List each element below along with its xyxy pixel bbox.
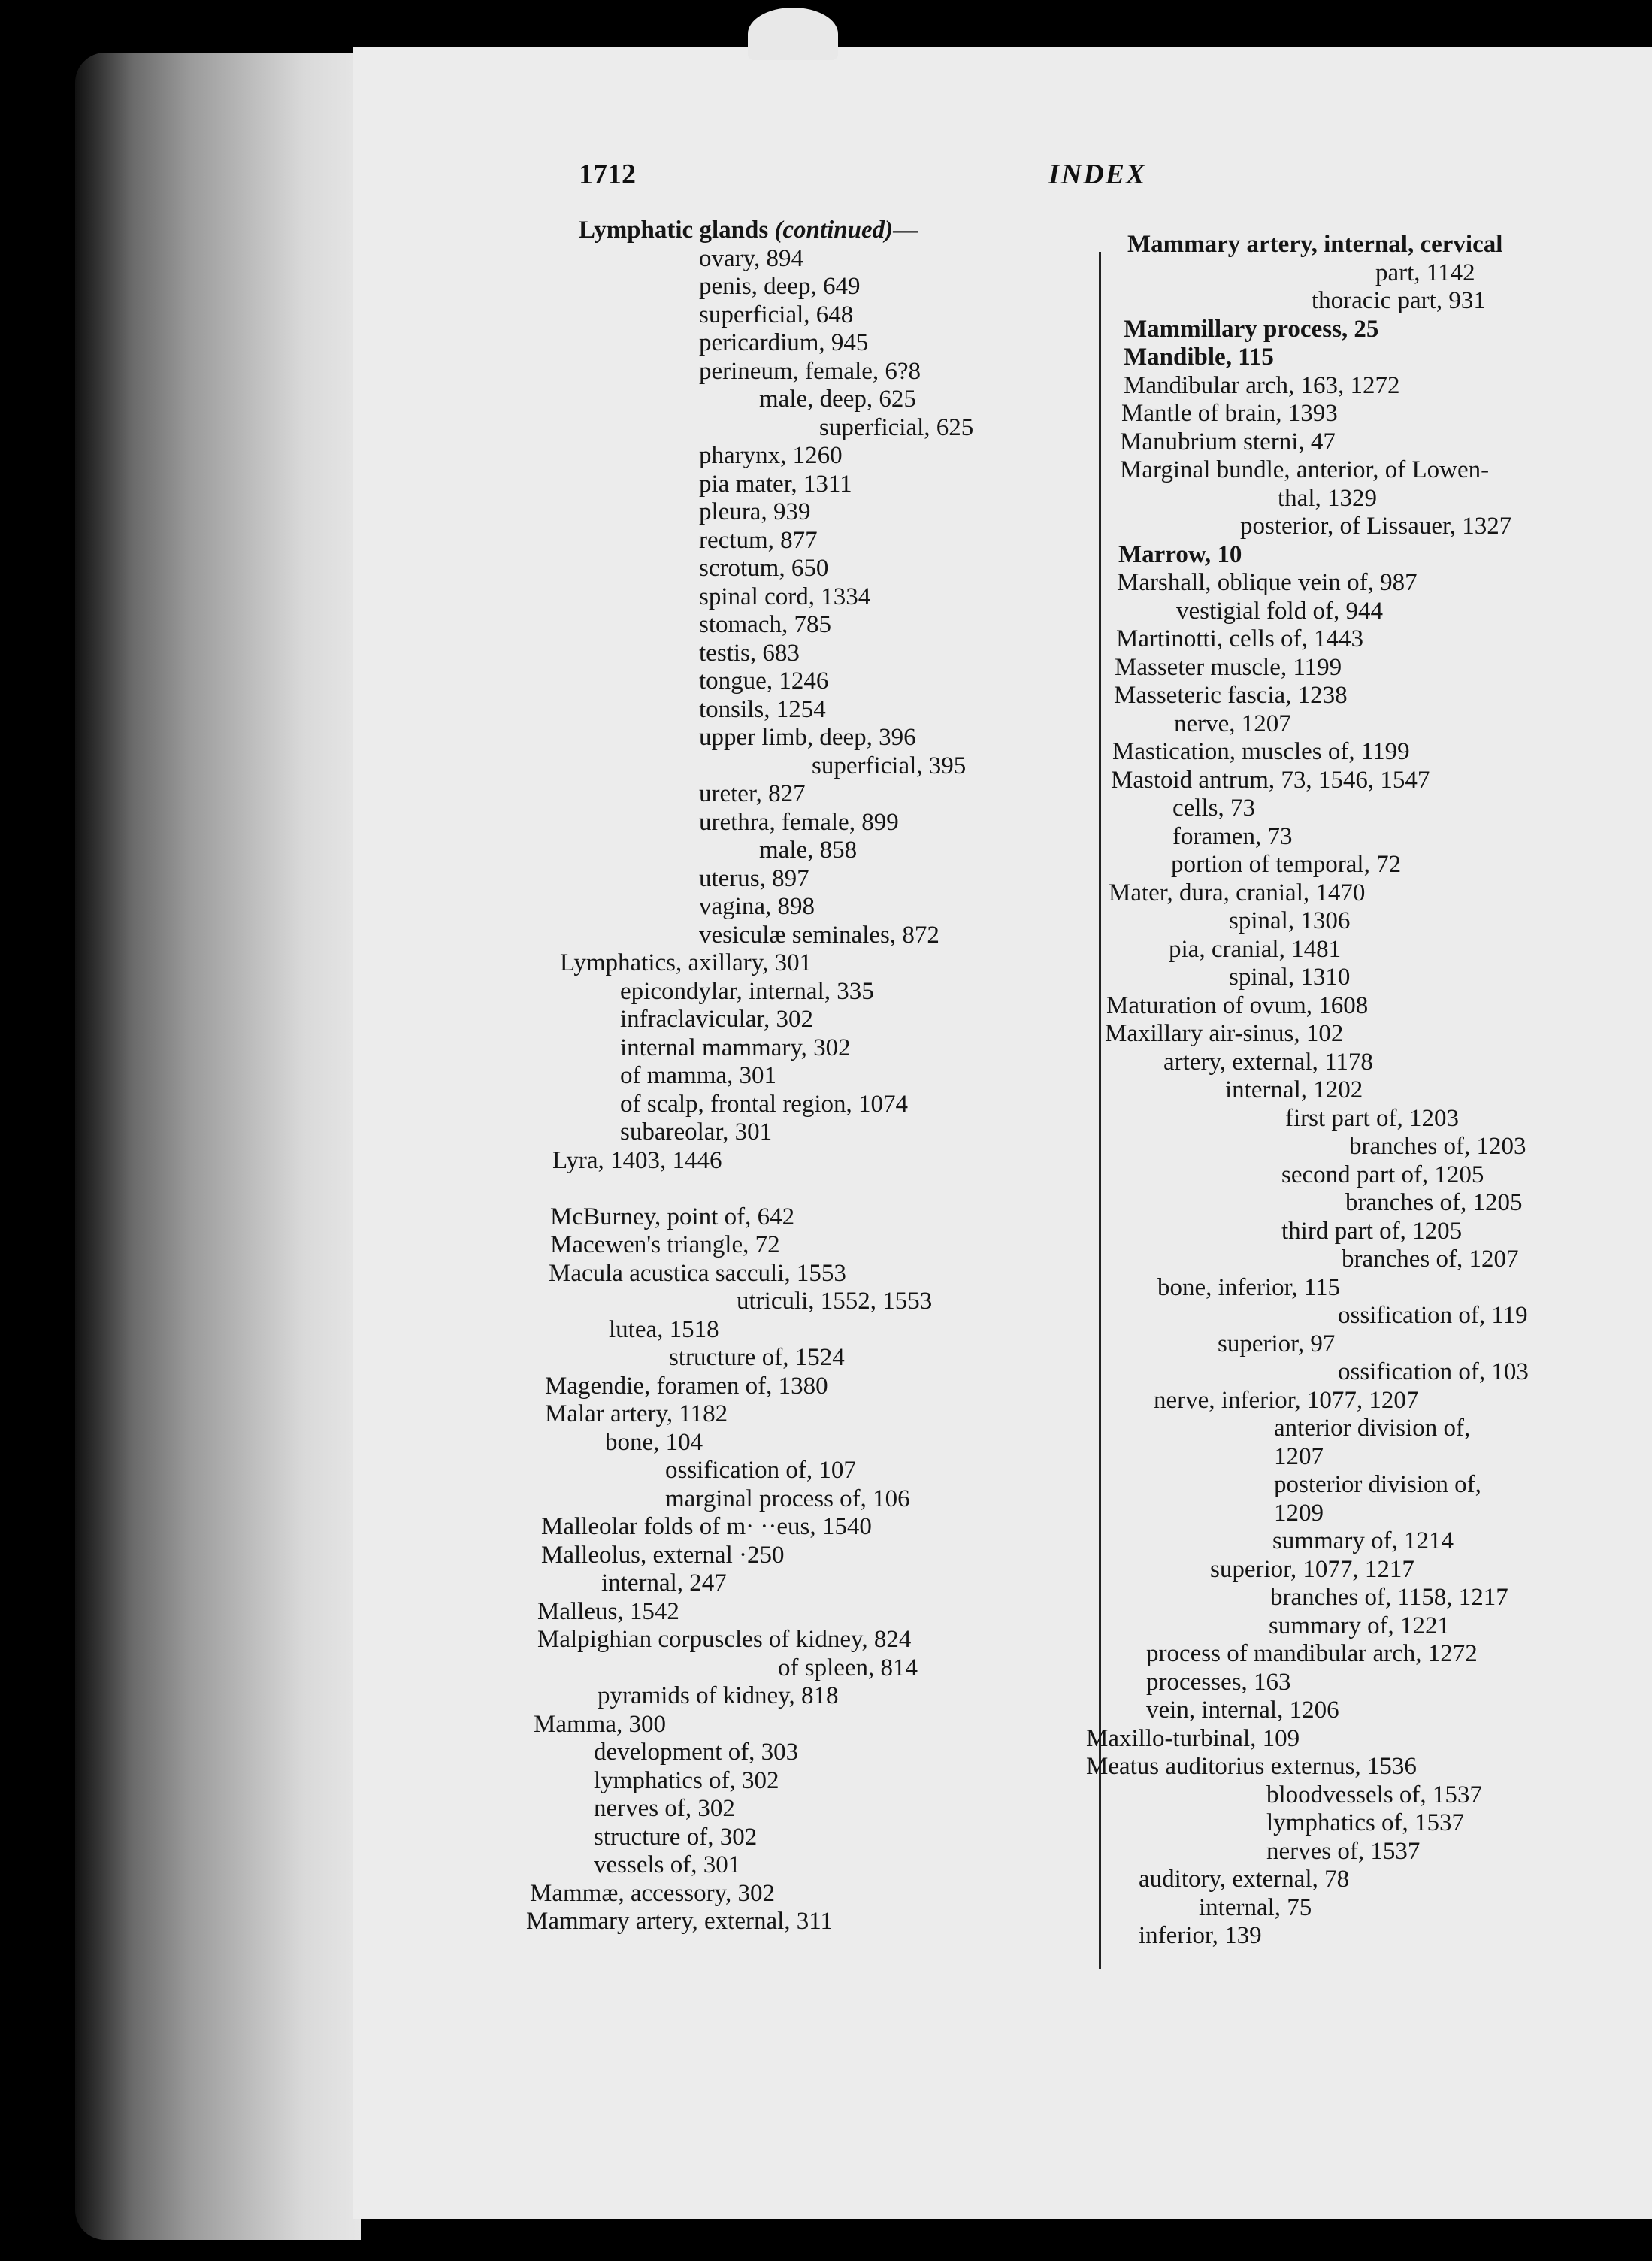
entry-text: Mantle of brain, 1393 <box>1121 400 1338 427</box>
entry-text: thal, 1329 <box>1278 484 1377 512</box>
index-entry <box>1075 456 1646 485</box>
index-column-left <box>526 216 1082 1936</box>
entry-text: nerves of, 1537 <box>1266 1837 1421 1865</box>
entry-text: pleura, 939 <box>699 498 811 525</box>
index-entry <box>526 1569 1082 1598</box>
entry-text: 1209 <box>1274 1499 1324 1527</box>
entry-text: marginal process of, 106 <box>665 1485 910 1512</box>
index-entry <box>1075 287 1646 316</box>
entry-dash: — <box>893 216 918 244</box>
entry-text: nerve, 1207 <box>1174 710 1291 737</box>
index-entry <box>526 1513 1082 1542</box>
entry-text: first part of, 1203 <box>1285 1104 1459 1132</box>
index-entry <box>1075 1640 1646 1669</box>
index-entry <box>1075 1584 1646 1612</box>
index-entry <box>1075 1302 1646 1330</box>
index-entry <box>526 583 1082 612</box>
entry-text: pyramids of kidney, 818 <box>598 1682 839 1709</box>
index-entry <box>526 1682 1082 1711</box>
entry-text: vestigial fold of, 944 <box>1176 597 1383 625</box>
entry-text: urethra, female, 899 <box>699 808 899 836</box>
index-entry <box>1075 1612 1646 1641</box>
index-entry <box>526 301 1082 330</box>
index-entry <box>526 273 1082 301</box>
entry-text: vagina, 898 <box>699 893 815 920</box>
entry-text: Mandible, 115 <box>1124 344 1274 371</box>
entry-text: epicondylar, internal, 335 <box>620 977 874 1005</box>
entry-text: process of mandibular arch, 1272 <box>1146 1640 1478 1667</box>
entry-text: processes, 163 <box>1146 1668 1291 1696</box>
index-entry <box>526 949 1082 978</box>
entry-text: Mamma, 300 <box>534 1710 666 1738</box>
entry-text: McBurney, point of, 642 <box>550 1203 795 1230</box>
index-entry <box>526 780 1082 809</box>
entry-text: ossification of, 103 <box>1338 1358 1529 1385</box>
entry-text: spinal, 1306 <box>1229 907 1351 934</box>
entry-text: pericardium, 945 <box>699 329 869 356</box>
index-entry <box>526 696 1082 725</box>
index-entry <box>1075 1133 1646 1161</box>
index-entry <box>526 1373 1082 1401</box>
index-entry <box>1075 1527 1646 1556</box>
index-entry <box>526 1739 1082 1767</box>
index-entry <box>1075 231 1646 259</box>
index-entry <box>526 978 1082 1006</box>
index-entry <box>526 216 1082 245</box>
entry-text: Marrow, 10 <box>1118 540 1242 568</box>
entry-text: thoracic part, 931 <box>1312 287 1486 314</box>
index-entry <box>526 1880 1082 1908</box>
entry-text: superficial, 648 <box>699 301 854 328</box>
entry-text: Lymphatics, axillary, 301 <box>560 949 812 976</box>
entry-text: superior, 97 <box>1218 1330 1336 1358</box>
entry-text: internal, 75 <box>1199 1893 1312 1921</box>
index-entry <box>526 1203 1082 1232</box>
index-entry <box>526 724 1082 752</box>
entry-text: vesiculæ seminales, 872 <box>699 921 939 949</box>
entry-text: tonsils, 1254 <box>699 695 826 723</box>
entry-text: Mammillary process, 25 <box>1124 315 1379 343</box>
index-entry <box>1075 907 1646 936</box>
index-entry <box>1075 710 1646 739</box>
entry-text: upper limb, deep, 396 <box>699 724 916 751</box>
index-entry <box>1075 569 1646 598</box>
entry-text: inferior, 139 <box>1139 1922 1262 1949</box>
index-entry <box>526 922 1082 950</box>
index-entry <box>1075 316 1646 344</box>
index-entry <box>1075 1387 1646 1415</box>
index-entry <box>1075 1781 1646 1810</box>
entry-text: vein, internal, 1206 <box>1146 1697 1339 1724</box>
index-entry <box>526 1598 1082 1627</box>
index-entry <box>1075 1838 1646 1866</box>
entry-text: Mammary artery, internal, cervical <box>1127 231 1503 258</box>
entry-text: stomach, 785 <box>699 611 831 638</box>
entry-text: Meatus auditorius externus, 1536 <box>1086 1753 1417 1780</box>
entry-text: ossification of, 107 <box>665 1457 856 1484</box>
entry-text: superior, 1077, 1217 <box>1210 1555 1414 1583</box>
index-entry <box>1075 1500 1646 1528</box>
index-entry <box>526 1767 1082 1796</box>
index-entry <box>1075 1020 1646 1049</box>
entry-text: Magendie, foramen of, 1380 <box>545 1372 828 1400</box>
index-entry <box>526 1316 1082 1345</box>
entry-text: nerves of, 302 <box>594 1795 735 1822</box>
entry-text: second part of, 1205 <box>1281 1161 1484 1188</box>
entry-text: Maxillary air-sinus, 102 <box>1105 1020 1344 1047</box>
page-title: INDEX <box>1048 159 1147 190</box>
entry-text: penis, deep, 649 <box>699 273 861 300</box>
entry-text: internal, 247 <box>601 1569 727 1597</box>
index-entry <box>1075 1809 1646 1838</box>
entry-text: development of, 303 <box>594 1739 799 1766</box>
entry-text: ovary, 894 <box>699 244 803 272</box>
page-tab <box>748 8 838 60</box>
entry-text: Macewen's triangle, 72 <box>550 1231 780 1258</box>
entry-text: Malleolar folds of m· ··eus, 1540 <box>541 1513 872 1540</box>
index-entry <box>526 245 1082 274</box>
entry-text: of spleen, 814 <box>778 1654 918 1681</box>
entry-text: branches of, 1158, 1217 <box>1270 1584 1508 1611</box>
book-edge <box>75 53 361 2240</box>
index-entry <box>526 667 1082 696</box>
entry-text: rectum, 877 <box>699 526 818 554</box>
index-entry <box>526 611 1082 640</box>
index-entry <box>1075 936 1646 964</box>
index-entry <box>526 1485 1082 1514</box>
index-entry <box>1075 964 1646 992</box>
entry-text: testis, 683 <box>699 639 800 667</box>
entry-text: summary of, 1221 <box>1269 1612 1451 1639</box>
entry-text: third part of, 1205 <box>1281 1217 1463 1245</box>
entry-text: 1207 <box>1274 1442 1324 1470</box>
index-entry <box>1075 992 1646 1021</box>
entry-text: Masseter muscle, 1199 <box>1115 653 1342 681</box>
index-entry <box>526 1795 1082 1824</box>
entry-text: internal mammary, 302 <box>620 1034 851 1061</box>
index-entry <box>526 1711 1082 1739</box>
index-entry <box>526 640 1082 668</box>
entry-text: Marginal bundle, anterior, of Lowen- <box>1120 456 1490 483</box>
index-entry <box>1075 400 1646 428</box>
index-entry <box>1075 654 1646 683</box>
index-entry <box>1075 738 1646 767</box>
entry-text: Macula acustica sacculi, 1553 <box>549 1259 846 1287</box>
index-entry <box>1075 1443 1646 1472</box>
entry-text: pharynx, 1260 <box>699 442 843 469</box>
entry-text: spinal cord, 1334 <box>699 583 871 610</box>
index-entry <box>526 1344 1082 1373</box>
entry-text: branches of, 1205 <box>1345 1189 1523 1216</box>
index-entry <box>1075 372 1646 401</box>
entry-text: Maturation of ovum, 1608 <box>1106 991 1369 1019</box>
index-entry <box>526 329 1082 358</box>
entry-text: infraclavicular, 302 <box>620 1006 814 1033</box>
index-entry <box>1075 1274 1646 1303</box>
index-entry <box>1075 1866 1646 1894</box>
entry-text: Mastoid antrum, 73, 1546, 1547 <box>1111 766 1430 794</box>
index-entry <box>526 386 1082 414</box>
index-entry <box>1075 1330 1646 1359</box>
entry-text: branches of, 1203 <box>1349 1133 1526 1160</box>
index-entry <box>526 865 1082 894</box>
entry-text: lymphatics of, 302 <box>594 1766 779 1794</box>
index-entry <box>1075 1189 1646 1218</box>
index-entry <box>526 1288 1082 1316</box>
index-entry <box>526 442 1082 471</box>
entry-text: perineum, female, 6?8 <box>699 357 921 385</box>
index-entry <box>1075 1161 1646 1190</box>
index-entry <box>526 752 1082 781</box>
entry-text: superficial, 395 <box>812 752 967 779</box>
entry-text: bloodvessels of, 1537 <box>1266 1781 1482 1808</box>
entry-text: pia mater, 1311 <box>699 470 852 498</box>
entry-text: Marshall, oblique vein of, 987 <box>1117 569 1418 596</box>
entry-text: part, 1142 <box>1375 259 1475 286</box>
index-entry <box>1075 1922 1646 1951</box>
index-entry <box>1075 1358 1646 1387</box>
entry-text: Malleolus, external ·250 <box>541 1541 785 1569</box>
index-entry <box>1075 1725 1646 1754</box>
index-entry <box>1075 767 1646 795</box>
entry-text: subareolar, 301 <box>620 1118 773 1146</box>
entry-text: structure of, 1524 <box>669 1344 845 1371</box>
entry-text: Mammary artery, external, 311 <box>526 1908 834 1935</box>
index-entry <box>526 837 1082 865</box>
index-entry <box>526 471 1082 499</box>
index-entry <box>526 1006 1082 1034</box>
entry-text: male, 858 <box>759 837 858 864</box>
index-entry <box>1075 851 1646 879</box>
entry-text: anterior division of, <box>1274 1415 1471 1442</box>
entry-text: summary of, 1214 <box>1272 1527 1454 1554</box>
entry-text: of scalp, frontal region, 1074 <box>620 1090 909 1118</box>
entry-text: lutea, 1518 <box>609 1315 719 1343</box>
entry-text: uterus, 897 <box>699 864 809 892</box>
index-entry <box>1075 1894 1646 1923</box>
index-entry <box>526 1062 1082 1091</box>
entry-text: utriculi, 1552, 1553 <box>737 1288 933 1315</box>
entry-text: Malar artery, 1182 <box>545 1400 728 1427</box>
index-entry <box>526 1851 1082 1880</box>
entry-text: posterior, of Lissauer, 1327 <box>1240 513 1512 540</box>
index-entry <box>526 1626 1082 1654</box>
entry-text: Mater, dura, cranial, 1470 <box>1109 879 1366 907</box>
index-entry <box>526 1091 1082 1119</box>
index-entry <box>1075 1697 1646 1725</box>
index-entry <box>1075 485 1646 513</box>
index-entry <box>526 498 1082 527</box>
entry-text: bone, 104 <box>605 1428 703 1456</box>
entry-text: posterior division of, <box>1274 1471 1481 1498</box>
index-entry <box>1075 1415 1646 1443</box>
entry-heading: Lymphatic glands <box>579 216 775 244</box>
entry-text: superficial, 625 <box>819 413 974 441</box>
index-entry <box>1075 598 1646 626</box>
index-column-right <box>1075 231 1646 1951</box>
entry-text: ureter, 827 <box>699 780 806 807</box>
entry-text: internal, 1202 <box>1225 1076 1363 1103</box>
entry-text: vessels of, 301 <box>594 1851 741 1878</box>
entry-text: branches of, 1207 <box>1342 1246 1519 1273</box>
index-entry <box>1075 879 1646 908</box>
index-entry <box>1075 1471 1646 1500</box>
index-entry <box>526 1147 1082 1176</box>
index-entry <box>526 1654 1082 1683</box>
index-entry <box>1075 1753 1646 1781</box>
entry-text: cells, 73 <box>1172 795 1255 822</box>
index-entry <box>526 414 1082 443</box>
index-entry <box>526 1824 1082 1852</box>
entry-text: of mamma, 301 <box>620 1062 777 1089</box>
index-entry <box>526 1429 1082 1457</box>
entry-text: Masseteric fascia, 1238 <box>1114 682 1348 709</box>
entry-text: tongue, 1246 <box>699 667 829 695</box>
index-entry <box>1075 1669 1646 1697</box>
entry-text: scrotum, 650 <box>699 555 829 582</box>
entry-text: lymphatics of, 1537 <box>1266 1809 1465 1836</box>
index-entry <box>1075 428 1646 457</box>
index-entry <box>1075 1105 1646 1134</box>
index-entry <box>1075 344 1646 372</box>
entry-text: Maxillo-turbinal, 109 <box>1086 1724 1300 1752</box>
index-entry <box>1075 513 1646 541</box>
entry-continued: (continued) <box>774 216 894 244</box>
entry-text: ossification of, 119 <box>1338 1302 1528 1329</box>
entry-text: structure of, 302 <box>594 1823 758 1851</box>
index-entry <box>526 1231 1082 1260</box>
index-entry <box>526 1542 1082 1570</box>
index-entry <box>1075 259 1646 288</box>
entry-text: Mammæ, accessory, 302 <box>530 1879 775 1907</box>
index-entry <box>526 1400 1082 1429</box>
index-entry <box>526 358 1082 386</box>
index-entry <box>526 1034 1082 1063</box>
entry-text: spinal, 1310 <box>1229 964 1351 991</box>
entry-text: Martinotti, cells of, 1443 <box>1116 625 1364 652</box>
entry-text: pia, cranial, 1481 <box>1169 935 1342 963</box>
index-entry <box>1075 823 1646 852</box>
entry-text: artery, external, 1178 <box>1163 1048 1373 1076</box>
entry-text: foramen, 73 <box>1172 822 1293 850</box>
entry-text: Mastication, muscles of, 1199 <box>1112 738 1410 765</box>
page-number: 1712 <box>579 159 636 190</box>
entry-text: bone, inferior, 115 <box>1157 1273 1341 1301</box>
index-entry <box>1075 1049 1646 1077</box>
index-entry <box>526 555 1082 583</box>
index-entry <box>526 1457 1082 1485</box>
index-entry <box>526 893 1082 922</box>
entry-text: nerve, inferior, 1077, 1207 <box>1154 1386 1419 1414</box>
index-entry <box>1075 1218 1646 1246</box>
index-entry <box>526 1118 1082 1147</box>
entry-text: male, deep, 625 <box>759 386 916 413</box>
index-entry <box>526 809 1082 837</box>
entry-text: Manubrium sterni, 47 <box>1120 428 1336 456</box>
entry-text: Malleus, 1542 <box>537 1597 679 1625</box>
index-entry <box>526 527 1082 555</box>
index-entry <box>1075 1556 1646 1585</box>
entry-text: auditory, external, 78 <box>1139 1866 1350 1893</box>
index-gap <box>526 1175 1082 1203</box>
entry-text: Malpighian corpuscles of kidney, 824 <box>537 1626 912 1653</box>
entry-text: Mandibular arch, 163, 1272 <box>1124 371 1400 399</box>
index-entry <box>1075 541 1646 570</box>
index-entry <box>1075 682 1646 710</box>
index-entry <box>1075 1246 1646 1274</box>
index-entry <box>1075 625 1646 654</box>
index-entry <box>526 1908 1082 1936</box>
index-entry <box>1075 795 1646 823</box>
entry-text: portion of temporal, 72 <box>1171 851 1402 878</box>
entry-text: Lyra, 1403, 1446 <box>552 1146 722 1174</box>
index-entry <box>526 1260 1082 1288</box>
index-entry <box>1075 1076 1646 1105</box>
